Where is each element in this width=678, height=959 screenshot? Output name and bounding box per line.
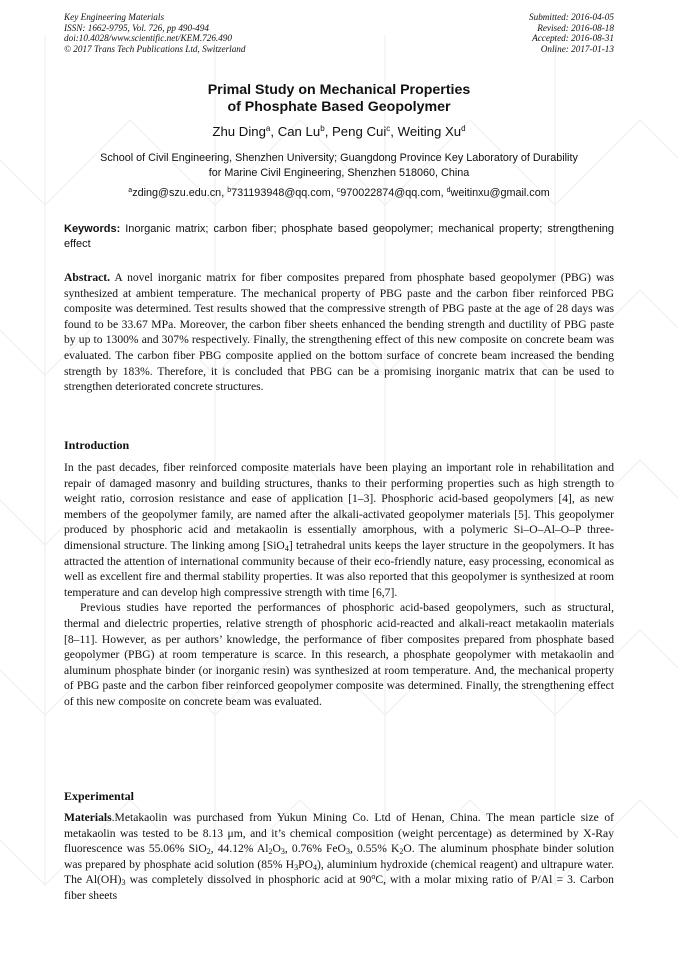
- author-list: [0, 124, 678, 140]
- author-emails: [0, 186, 678, 200]
- author-separator: ,: [390, 124, 398, 139]
- subscript: 4: [284, 543, 289, 553]
- subscript: 3: [280, 847, 285, 857]
- paragraph-text: ] tetrahedral units keeps the layer structure in the geopolymers. It has attracted the attention of international community because of their eco-friendly nature, easy processing, economical as well as excellent fire and thermal stability properties. It was also reported that this geopolymer is synthesized at room temperature and can develop high compressive strength with time [6,7].: [64, 538, 614, 599]
- subscript: 2: [399, 847, 404, 857]
- introduction-body: [64, 460, 614, 710]
- author-mark: a: [265, 124, 271, 133]
- section-heading-experimental: Experimental: [64, 789, 134, 803]
- journal-info: [64, 12, 245, 54]
- subscript: 4: [312, 862, 317, 872]
- email-address: weitinxu@gmail.com: [450, 187, 550, 199]
- subscript: 2: [206, 847, 211, 857]
- paragraph-text: O: [272, 842, 281, 856]
- email-mark: c: [336, 187, 341, 194]
- experimental-body: [64, 810, 614, 904]
- paragraph-text: ), aluminium hydroxide (chemical reagent) and ultrapure water. The Al(OH): [64, 857, 614, 887]
- paragraph-text: C, with a molar mixing ratio of P/Al = 3. Carbon fiber sheets: [64, 873, 614, 902]
- paragraph-text: , 0.76% FeO: [284, 842, 346, 856]
- paper-title: [0, 82, 678, 116]
- subscript: 2: [268, 847, 273, 857]
- materials-label: Materials: [64, 811, 112, 824]
- affiliation-line-1: School of Civil Engineering, Shenzhen University; Guangdong Province Key Laboratory of Durability: [100, 152, 578, 164]
- journal-copyright: © 2017 Trans Tech Publications Ltd, Switzerland: [64, 43, 246, 54]
- email-separator: ,: [221, 187, 228, 199]
- paragraph-text: O. The aluminum phosphate binder solution was prepared by phosphate acid solution (85% H: [64, 842, 614, 871]
- email-mark: d: [446, 187, 451, 194]
- abstract-label: Abstract.: [64, 271, 111, 284]
- affiliation: [0, 151, 678, 180]
- superscript: o: [371, 872, 376, 882]
- paragraph-text: PO: [298, 857, 313, 871]
- paragraph-text: .Metakaolin was purchased from Yukun Mining Co. Ltd of Henan, China. The mean particle size of metakaolin was tested to be 8.13 μm, and it’s chemical composition (weight percentage) as determined by X-Ray fluorescence was 55.06% SiO: [64, 811, 614, 856]
- subscript: 3: [345, 847, 350, 857]
- paragraph: [64, 460, 614, 600]
- paragraph-text: In the past decades, fiber reinforced composite materials have been playing an important role in rehabilitation and repair of damaged masonry and building structures, thanks to their performing properties such as high strength to weight ratio, corrosion resistance and ease of application [1–3]. Phosphoric acid-based geopolymers [4], as new members of the geopolymer family, are named after the alkali-activated geopolymer materials [5]. This geopolymer produced by phosphoric acid and metakaolin is essentially amorphous, with a polymeric Si–O–Al–O–P three-dimensional structure. The linking among [SiO: [64, 461, 614, 552]
- date-online: Online: 2017-01-13: [540, 43, 614, 54]
- author-name: Can Lu: [277, 124, 321, 139]
- affiliation-line-2: for Marine Civil Engineering, Shenzhen 518060, China: [208, 166, 470, 179]
- subscript: 3: [121, 878, 126, 888]
- date-submitted: Submitted: 2016-04-05: [529, 12, 614, 22]
- email-mark: b: [227, 187, 232, 194]
- keywords: [64, 222, 614, 252]
- paragraph: [64, 810, 614, 904]
- subscript: 3: [294, 862, 299, 872]
- paragraph-text: , 44.12% Al: [210, 842, 269, 856]
- author-mark: d: [461, 124, 466, 133]
- author-separator: ,: [324, 124, 333, 139]
- title-line-1: Primal Study on Mechanical Properties: [207, 82, 471, 98]
- journal-doi: doi:10.4028/www.scientific.net/KEM.726.490: [64, 33, 232, 44]
- abstract: [64, 270, 614, 395]
- author-mark: c: [386, 124, 391, 133]
- email-mark: a: [128, 187, 133, 194]
- email-address: zding@szu.edu.cn: [132, 187, 222, 199]
- paragraph-text: was completely dissolved in phosphoric acid at 90: [125, 873, 372, 887]
- journal-name: Key Engineering Materials: [64, 12, 165, 22]
- paragraph-text: , 0.55% K: [349, 842, 400, 856]
- email-separator: ,: [330, 187, 337, 199]
- date-revised: Revised: 2016-08-18: [537, 22, 614, 33]
- email-separator: ,: [440, 187, 447, 199]
- abstract-text: A novel inorganic matrix for fiber composites prepared from phosphate based geopolymer (PBG) was synthesized at ambient temperature. The mechanical property of PBG paste and the carbon fiber reinforced PBG composite was determined. Test results showed that the compressive strength of PBG paste at the age of 28 days was found to be 33.67 MPa. Moreover, the carbon fiber sheets enhanced the bending strength and ductility of PBG paste by up to 1300% and 307% respectively. Finally, the strengthening effect of this new composite on concrete beam was evaluated. The carbon fiber PBG composite applied on the bottom surface of concrete beam increased the bending strength by 183%. Therefore, it is concluded that PBG can be a promising inorganic matrix that can be used to strengthen deteriorated concrete structures.: [64, 271, 614, 394]
- section-heading-introduction: Introduction: [64, 438, 130, 452]
- author-name: Zhu Ding: [212, 124, 266, 139]
- keywords-label: Keywords:: [64, 223, 121, 235]
- journal-issn: ISSN: 1662-9795, Vol. 726, pp 490-494: [64, 22, 209, 33]
- title-line-2: of Phosphate Based Geopolymer: [227, 99, 451, 115]
- author-mark: b: [320, 124, 325, 133]
- email-address: 970022874@qq.com: [340, 187, 441, 199]
- author-name: Peng Cui: [332, 124, 387, 139]
- author-separator: ,: [270, 124, 278, 139]
- keywords-text: Inorganic matrix; carbon fiber; phosphate based geopolymer; mechanical property; strengthening effect: [64, 223, 614, 250]
- submission-dates: [529, 12, 614, 54]
- paragraph: Previous studies have reported the performances of phosphoric acid-based geopolymers, such as structural, thermal and dielectric properties, relative strength of phosphoric acid-reacted and alkali-react metakaolin materials [8–11]. However, as per authors’ knowledge, the performance of fiber composites prepared from phosphate based geopolymer (PBG) at room temperature is scarce. In this research, a phosphate geopolymer with metakaolin and aluminum phosphate binder (or inorganic resin) was synthesized at room temperature. And, the mechanical property of PBG paste and the carbon fiber reinforced geopolymer composite was determined. Finally, the strengthening effect of this new composite on concrete beam was evaluated.: [64, 601, 614, 708]
- date-accepted: Accepted: 2016-08-31: [532, 33, 614, 44]
- email-address: 731193948@qq.com: [231, 187, 331, 199]
- author-name: Weiting Xu: [397, 124, 462, 139]
